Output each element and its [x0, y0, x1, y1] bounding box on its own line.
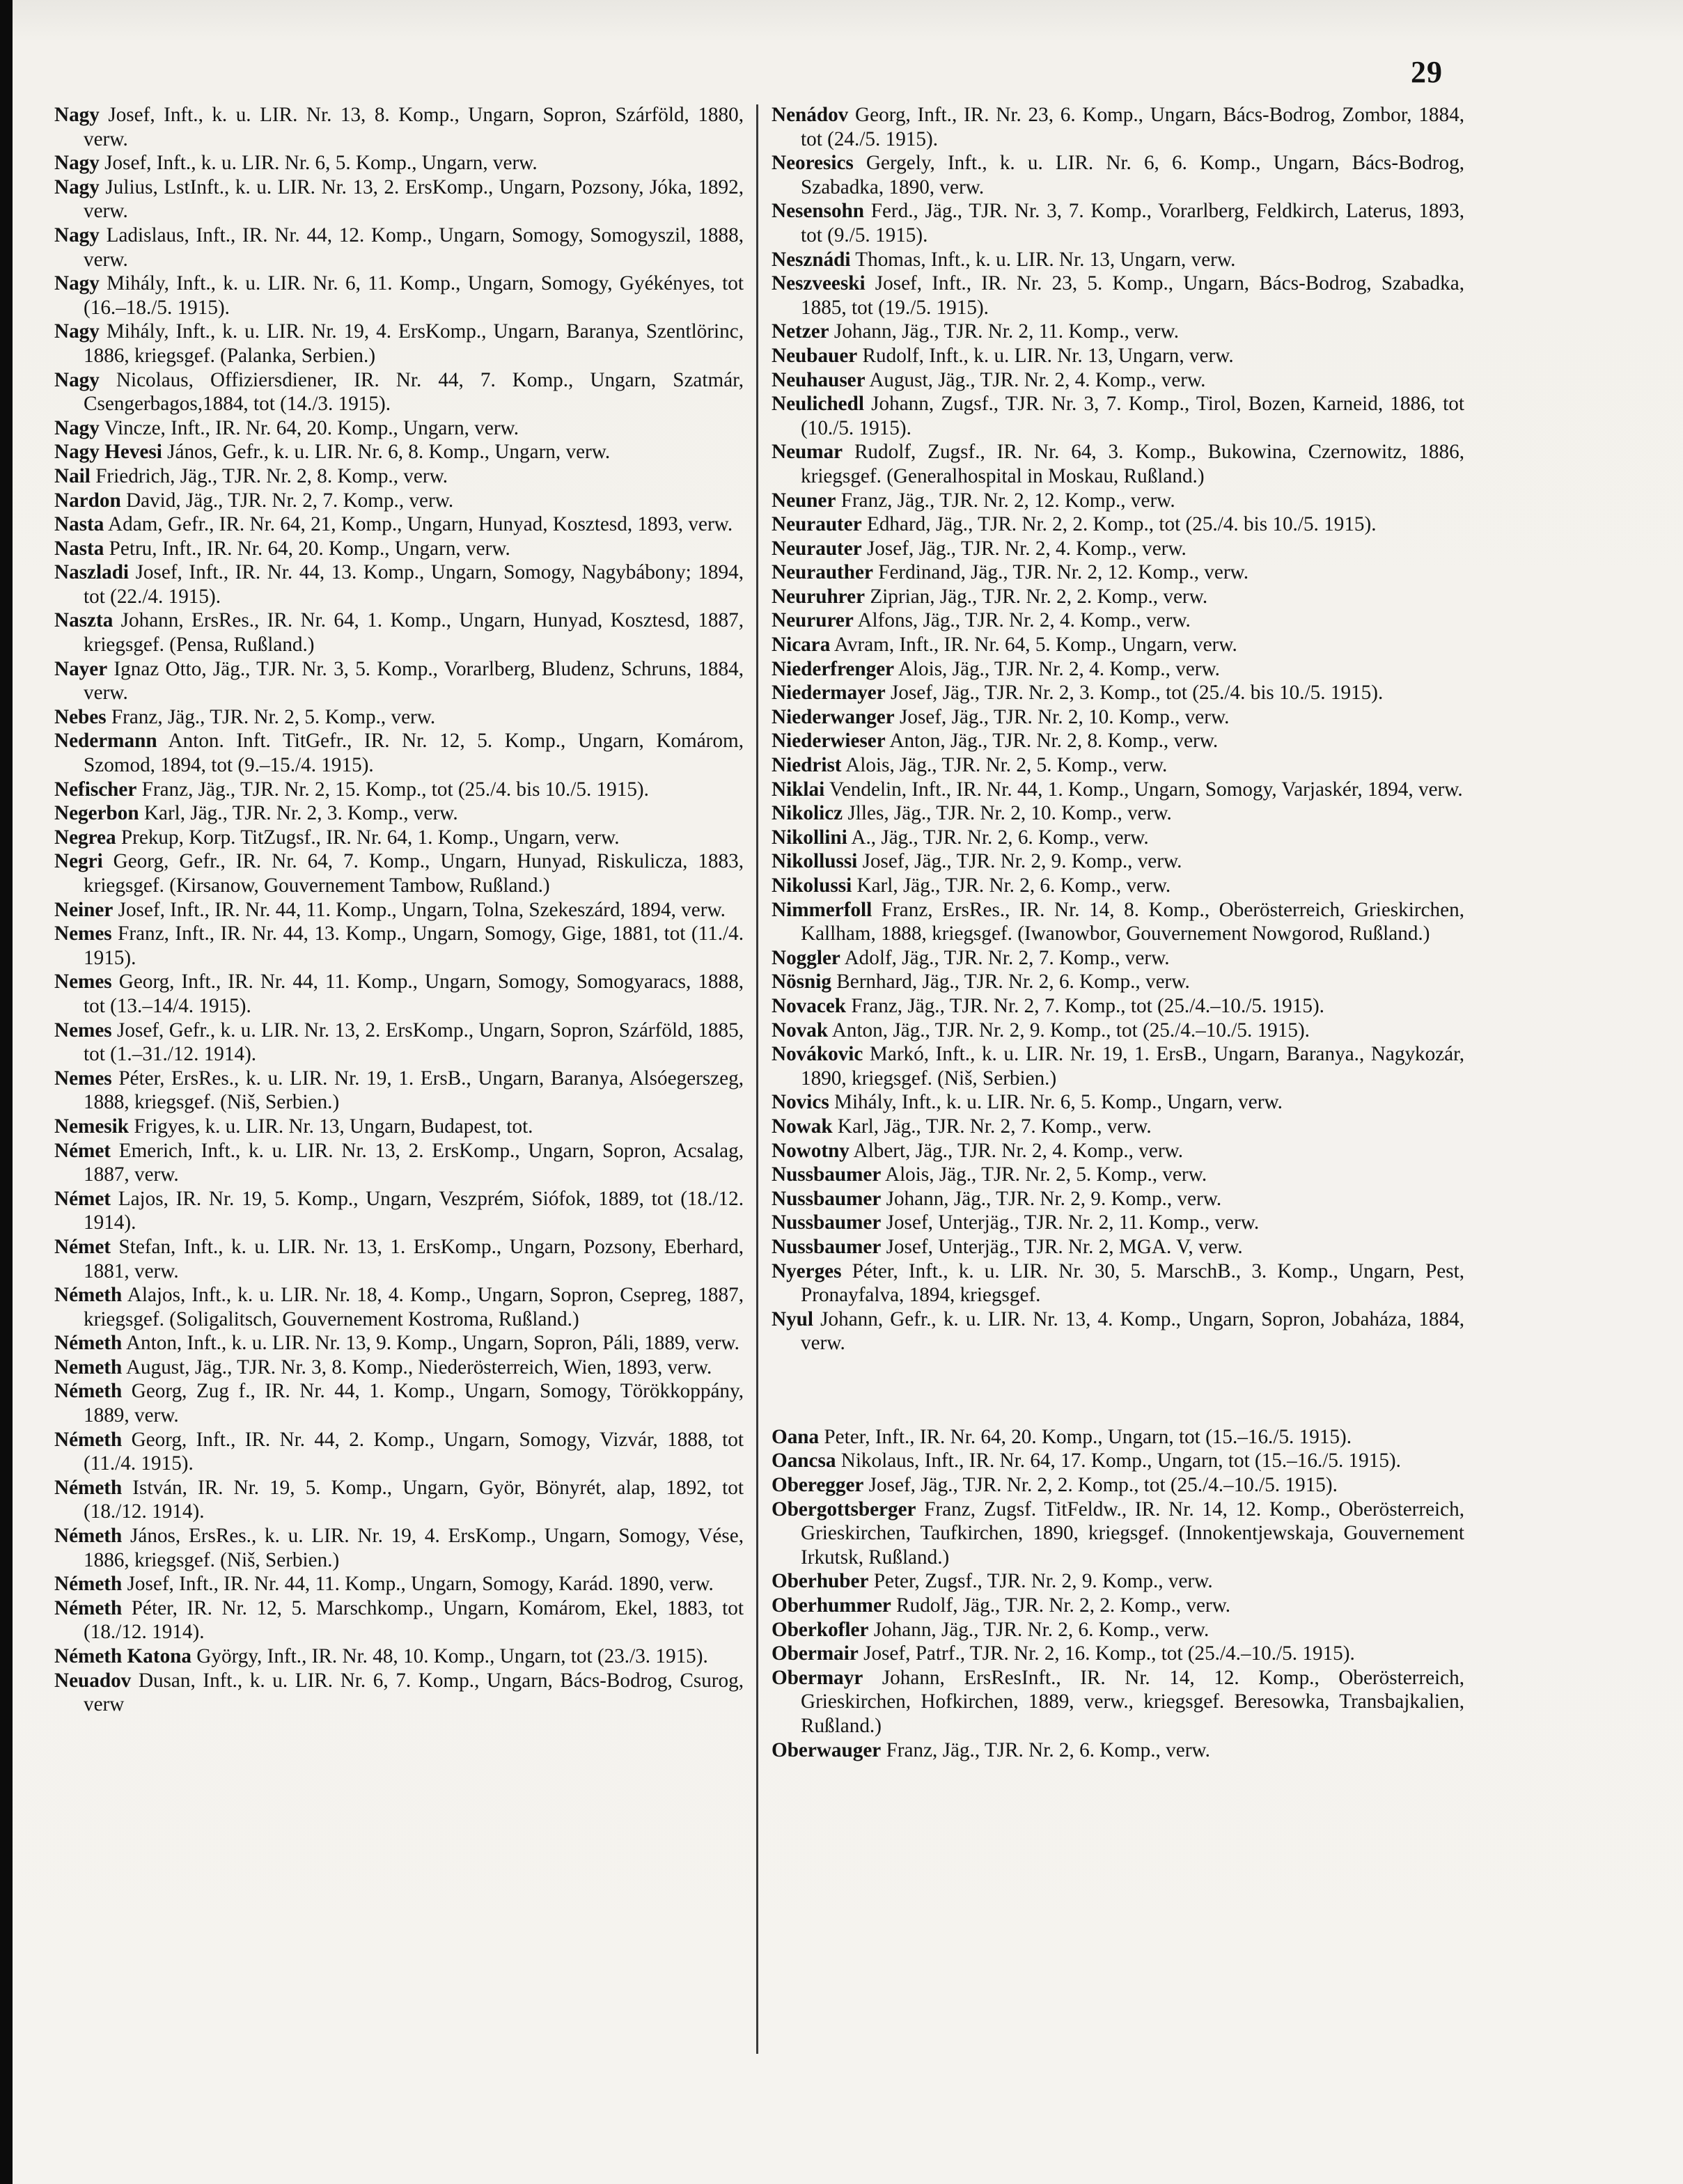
list-entry — [772, 1425, 1464, 1450]
list-entry — [54, 489, 744, 513]
right-column — [772, 103, 1464, 1762]
entry-details: Franz, Zugsf. TitFeldw., IR. Nr. 14, 12. Komp., Oberösterreich, Grieskirchen, Taufkirchen, 1890, kriegsgef. (Innokentjewskaja, Gouvernement Irkutsk, Rußland.) — [801, 1498, 1464, 1569]
list-entry — [772, 753, 1464, 778]
entry-surname: Nagy — [54, 223, 100, 246]
entry-surname: Neumar — [772, 441, 843, 464]
entry-surname: Oancsa — [772, 1450, 836, 1472]
entry-surname: Nenádov — [772, 104, 849, 126]
entry-surname: Negri — [54, 850, 103, 873]
entry-details: Karl, Jäg., TJR. Nr. 2, 6. Komp., verw. — [852, 874, 1171, 897]
entry-details: Anton, Jäg., TJR. Nr. 2, 9. Komp., tot (25./4.–10./5. 1915). — [828, 1019, 1310, 1042]
list-entry — [54, 1067, 744, 1115]
list-entry — [772, 1498, 1464, 1570]
entry-surname: Neoresics — [772, 152, 854, 175]
entry-surname: Nikollussi — [772, 850, 858, 873]
entry-details: Johann, Jäg., TJR. Nr. 2, 11. Komp., verw. — [829, 320, 1179, 343]
entry-surname: Neururer — [772, 609, 854, 632]
entry-surname: Neubauer — [772, 344, 858, 367]
entry-surname: Novak — [772, 1019, 829, 1042]
list-entry — [54, 1669, 744, 1717]
entry-surname: Neurauter — [772, 513, 862, 536]
list-entry — [772, 537, 1464, 561]
entry-details: Edhard, Jäg., TJR. Nr. 2, 2. Komp., tot (25./4. bis 10./5. 1915). — [861, 513, 1377, 536]
entry-surname: Niederwieser — [772, 730, 886, 753]
list-entry — [54, 1596, 744, 1644]
entry-details: Franz, Jäg., TJR. Nr. 2, 15. Komp., tot (25./4. bis 10./5. 1915). — [136, 778, 649, 801]
entry-surname: Niederfrenger — [772, 657, 895, 680]
entry-surname: Németh Katona — [54, 1645, 191, 1667]
entry-details: György, Inft., IR. Nr. 48, 10. Komp., Ungarn, tot (23./3. 1915). — [191, 1645, 708, 1667]
entry-surname: Nefischer — [54, 778, 137, 801]
entry-details: Josef, Unterjäg., TJR. Nr. 2, 11. Komp., verw. — [881, 1211, 1260, 1234]
entry-surname: Nebes — [54, 705, 107, 728]
list-entry — [772, 1666, 1464, 1738]
entry-details: Avram, Inft., IR. Nr. 64, 5. Komp., Ungarn, verw. — [830, 634, 1237, 657]
page-number: 29 — [1411, 55, 1443, 89]
entry-details: Alois, Jäg., TJR. Nr. 2, 4. Komp., verw. — [894, 657, 1220, 680]
entry-surname: Nikolussi — [772, 874, 852, 897]
list-entry — [772, 1473, 1464, 1498]
list-entry — [772, 1642, 1464, 1666]
list-entry — [54, 320, 744, 368]
entry-surname: Nasta — [54, 513, 104, 536]
left-column — [54, 103, 744, 1717]
entry-details: Karl, Jäg., TJR. Nr. 2, 3. Komp., verw. — [139, 802, 458, 825]
entry-details: Lajos, IR. Nr. 19, 5. Komp., Ungarn, Veszprém, Siófok, 1889, tot (18./12. 1914). — [84, 1187, 744, 1234]
entry-details: Péter, Inft., k. u. LIR. Nr. 30, 5. MarschB., 3. Komp., Ungarn, Pest, Pronayfalva, 1894, kriegsgef. — [801, 1259, 1464, 1307]
list-entry — [54, 440, 744, 464]
list-entry — [54, 1115, 744, 1139]
entry-details: János, ErsRes., k. u. LIR. Nr. 19, 4. ErsKomp., Ungarn, Somogy, Vése, 1886, kriegsgef. (Niš, Serbien.) — [84, 1525, 744, 1571]
entry-details: Bernhard, Jäg., TJR. Nr. 2, 6. Komp., verw. — [831, 971, 1190, 993]
list-entry — [54, 368, 744, 416]
entry-surname: Nemeth — [54, 1356, 123, 1378]
list-entry — [772, 272, 1464, 320]
list-entry — [772, 1259, 1464, 1307]
entry-surname: Nagy — [54, 416, 100, 439]
list-entry — [772, 151, 1464, 199]
entry-surname: Obermayr — [772, 1666, 863, 1689]
entry-details: Josef, Patrf., TJR. Nr. 2, 16. Komp., tot (25./4.–10./5. 1915). — [858, 1642, 1355, 1665]
list-entry — [772, 1187, 1464, 1211]
entry-details: Josef, Inft., k. u. LIR. Nr. 13, 8. Komp., Ungarn, Sopron, Szárföld, 1880, verw. — [84, 104, 744, 150]
list-entry — [772, 103, 1464, 151]
entry-surname: Oberwauger — [772, 1738, 882, 1761]
list-entry — [772, 344, 1464, 368]
list-entry — [54, 1331, 744, 1356]
entry-surname: Nussbaumer — [772, 1235, 882, 1258]
entry-details: Ferd., Jäg., TJR. Nr. 3, 7. Komp., Vorarlberg, Feldkirch, Laterus, 1893, tot (9./5. 1915). — [801, 200, 1464, 246]
list-entry — [54, 1379, 744, 1427]
entry-details: Anton, Jäg., TJR. Nr. 2, 8. Komp., verw. — [885, 730, 1219, 753]
list-entry — [54, 849, 744, 897]
entry-details: Ignaz Otto, Jäg., TJR. Nr. 3, 5. Komp., Vorarlberg, Bludenz, Schruns, 1884, verw. — [84, 657, 744, 705]
entry-details: Johann, Zugsf., TJR. Nr. 3, 7. Komp., Tirol, Bozen, Karneid, 1886, tot (10./5. 1915). — [801, 393, 1464, 439]
list-entry — [54, 657, 744, 705]
list-entry — [54, 416, 744, 441]
entry-details: Anton, Inft., k. u. LIR. Nr. 13, 9. Komp., Ungarn, Sopron, Páli, 1889, verw. — [122, 1332, 739, 1355]
entry-details: Josef, Unterjäg., TJR. Nr. 2, MGA. V, verw. — [881, 1235, 1243, 1258]
entry-details: Johann, Gefr., k. u. LIR. Nr. 13, 4. Komp., Ungarn, Sopron, Jobaháza, 1884, verw. — [801, 1307, 1464, 1355]
entry-surname: Nösnig — [772, 971, 831, 993]
entry-details: Jlles, Jäg., TJR. Nr. 2, 10. Komp., verw. — [843, 802, 1172, 825]
entry-details: Péter, ErsRes., k. u. LIR. Nr. 19, 1. ErsB., Ungarn, Baranya, Alsóegerszeg, 1888, kriegsgef. (Niš, Serbien.) — [84, 1067, 744, 1114]
entry-surname: Német — [54, 1139, 111, 1162]
entry-surname: Nimmerfoll — [772, 898, 872, 921]
list-entry — [772, 778, 1464, 802]
list-entry — [772, 1618, 1464, 1642]
entry-surname: Németh — [54, 1596, 123, 1619]
entry-details: Petru, Inft., IR. Nr. 64, 20. Komp., Ungarn, verw. — [104, 537, 510, 560]
list-entry — [772, 1569, 1464, 1594]
entry-surname: Neszveeski — [772, 272, 866, 295]
entry-surname: Niedermayer — [772, 682, 886, 705]
scan-border — [0, 0, 13, 2184]
entry-surname: Neurauther — [772, 561, 873, 584]
entry-details: Johann, Jäg., TJR. Nr. 2, 9. Komp., verw. — [881, 1187, 1222, 1210]
entry-details: Ferdinand, Jäg., TJR. Nr. 2, 12. Komp., verw. — [872, 561, 1249, 584]
entry-surname: Netzer — [772, 320, 829, 343]
list-entry — [54, 1235, 744, 1283]
entry-surname: Neiner — [54, 898, 113, 921]
entry-details: Josef, Inft., k. u. LIR. Nr. 6, 5. Komp., Ungarn, verw. — [99, 152, 538, 175]
entry-details: Vendelin, Inft., IR. Nr. 44, 1. Komp., Ungarn, Somogy, Varjaskér, 1894, verw. — [824, 778, 1463, 801]
entry-surname: Nagy Hevesi — [54, 441, 162, 464]
list-entry — [54, 537, 744, 561]
list-entry — [772, 705, 1464, 730]
entry-surname: Német — [54, 1187, 111, 1210]
list-entry — [772, 368, 1464, 393]
list-entry — [54, 1139, 744, 1187]
entry-details: Josef, Inft., IR. Nr. 44, 11. Komp., Ungarn, Tolna, Szekeszárd, 1894, verw. — [113, 898, 726, 921]
entry-surname: Nesznádi — [772, 248, 851, 271]
entry-details: Josef, Jäg., TJR. Nr. 2, 9. Komp., verw. — [857, 850, 1182, 873]
entry-surname: Obergottsberger — [772, 1498, 916, 1521]
list-entry — [772, 1738, 1464, 1763]
entry-surname: Nagy — [54, 175, 100, 198]
list-entry — [772, 994, 1464, 1019]
list-entry — [772, 1449, 1464, 1473]
entry-details: Ladislaus, Inft., IR. Nr. 44, 12. Komp., Ungarn, Somogy, Somogyszil, 1888, verw. — [84, 223, 744, 271]
entry-details: Alfons, Jäg., TJR. Nr. 2, 4. Komp., verw. — [853, 609, 1191, 632]
entry-surname: Negerbon — [54, 802, 139, 825]
entry-details: Georg, Zug f., IR. Nr. 44, 1. Komp., Ungarn, Somogy, Törökkoppány, 1889, verw. — [84, 1380, 744, 1427]
entry-details: Josef, Jäg., TJR. Nr. 2, 4. Komp., verw. — [861, 537, 1187, 560]
list-entry — [54, 1428, 744, 1476]
entry-details: Dusan, Inft., k. u. LIR. Nr. 6, 7. Komp., Ungarn, Bács-Bodrog, Csurog, verw — [84, 1669, 744, 1716]
list-entry — [54, 464, 744, 489]
entry-surname: Nemes — [54, 922, 112, 945]
entry-details: Friedrich, Jäg., TJR. Nr. 2, 8. Komp., verw. — [90, 464, 448, 487]
entry-details: Franz, Inft., IR. Nr. 44, 13. Komp., Ungarn, Somogy, Gige, 1881, tot (11./4. 1915). — [84, 922, 744, 969]
list-entry — [772, 849, 1464, 874]
entry-surname: Német — [54, 1235, 111, 1258]
entry-details: Vincze, Inft., IR. Nr. 64, 20. Komp., Ungarn, verw. — [99, 416, 519, 439]
list-entry — [772, 729, 1464, 753]
list-entry — [772, 826, 1464, 850]
list-entry — [772, 608, 1464, 633]
entry-details: Josef, Inft., IR. Nr. 23, 5. Komp., Ungarn, Bács-Bodrog, Szabadka, 1885, tot (19./5. 1915). — [801, 272, 1464, 319]
entry-details: Adam, Gefr., IR. Nr. 64, 21, Komp., Ungarn, Hunyad, Kosztesd, 1893, verw. — [104, 513, 733, 536]
entry-surname: Obermair — [772, 1642, 859, 1665]
entry-details: August, Jäg., TJR. Nr. 3, 8. Komp., Niederösterreich, Wien, 1893, verw. — [122, 1356, 712, 1378]
entry-surname: Niedrist — [772, 754, 842, 777]
list-entry — [54, 1019, 744, 1067]
entry-surname: Novics — [772, 1091, 829, 1114]
entry-details: A., Jäg., TJR. Nr. 2, 6. Komp., verw. — [847, 826, 1149, 849]
entry-details: Nicolaus, Offiziersdiener, IR. Nr. 44, 7. Komp., Ungarn, Szatmár, Csengerbagos,1884, tot (14./3. 1915). — [84, 368, 744, 416]
entry-surname: Oberkofler — [772, 1618, 869, 1641]
list-entry — [54, 1476, 744, 1524]
list-entry — [772, 489, 1464, 513]
entry-details: Alois, Jäg., TJR. Nr. 2, 5. Komp., verw. — [841, 754, 1168, 777]
list-entry — [54, 1524, 744, 1572]
entry-surname: Nail — [54, 464, 91, 487]
entry-details: Markó, Inft., k. u. LIR. Nr. 19, 1. ErsB., Ungarn, Baranya., Nagykozár, 1890, kriegsgef. (Niš, Serbien.) — [801, 1043, 1464, 1090]
entry-details: István, IR. Nr. 19, 5. Komp., Ungarn, Györ, Bönyrét, alap, 1892, tot (18./12. 1914). — [84, 1476, 744, 1523]
entry-surname: Németh — [54, 1284, 123, 1307]
entry-surname: Nyul — [772, 1307, 814, 1330]
entry-details: Johann, ErsRes., IR. Nr. 64, 1. Komp., Ungarn, Hunyad, Kosztesd, 1887, kriegsgef. (Pensa, Rußland.) — [84, 609, 744, 657]
list-entry — [772, 1139, 1464, 1163]
entry-details: Thomas, Inft., k. u. LIR. Nr. 13, Ungarn, verw. — [850, 248, 1236, 271]
list-entry — [772, 874, 1464, 898]
list-entry — [54, 560, 744, 608]
list-entry — [772, 970, 1464, 994]
entry-surname: Niederwanger — [772, 705, 895, 728]
list-entry — [772, 1115, 1464, 1139]
entry-surname: Nagy — [54, 152, 100, 175]
entry-details: Péter, IR. Nr. 12, 5. Marschkomp., Ungarn, Komárom, Ekel, 1883, tot (18./12. 1914). — [84, 1596, 744, 1644]
entry-details: Georg, Inft., IR. Nr. 44, 2. Komp., Ungarn, Somogy, Vizvár, 1888, tot (11./4. 1915). — [84, 1428, 744, 1475]
entry-surname: Nikollini — [772, 826, 847, 849]
entry-details: Josef, Jäg., TJR. Nr. 2, 10. Komp., verw. — [894, 705, 1230, 728]
entry-surname: Novacek — [772, 994, 847, 1017]
list-entry — [54, 1644, 744, 1669]
list-entry — [54, 778, 744, 802]
entry-details: Stefan, Inft., k. u. LIR. Nr. 13, 1. ErsKomp., Ungarn, Pozsony, Eberhard, 1881, verw. — [84, 1235, 744, 1282]
entry-details: Alois, Jäg., TJR. Nr. 2, 5. Komp., verw. — [881, 1163, 1207, 1186]
entry-details: Josef, Inft., IR. Nr. 44, 13. Komp., Ungarn, Somogy, Nagybábony; 1894, tot (22./4. 1915). — [84, 561, 744, 608]
entry-details: Georg, Gefr., IR. Nr. 64, 7. Komp., Ungarn, Hunyad, Riskulicza, 1883, kriegsgef. (Kirsanow, Gouvernement Tambow, Rußland.) — [84, 850, 744, 897]
entry-details: Adolf, Jäg., TJR. Nr. 2, 7. Komp., verw. — [840, 946, 1170, 969]
entry-surname: Oberhummer — [772, 1594, 891, 1617]
entry-surname: Nemes — [54, 1067, 112, 1090]
entry-surname: Oberhuber — [772, 1570, 869, 1593]
list-entry — [54, 1187, 744, 1235]
entry-surname: Nemes — [54, 1019, 112, 1042]
section-gap — [772, 1356, 1464, 1425]
entry-details: Albert, Jäg., TJR. Nr. 2, 4. Komp., verw. — [849, 1139, 1184, 1162]
list-entry — [54, 103, 744, 151]
entry-details: Karl, Jäg., TJR. Nr. 2, 7. Komp., verw. — [832, 1115, 1152, 1138]
entry-details: Nikolaus, Inft., IR. Nr. 64, 17. Komp., Ungarn, tot (15.–16./5. 1915). — [836, 1450, 1401, 1472]
list-entry — [54, 705, 744, 730]
column-divider — [756, 104, 758, 2054]
entry-surname: Nayer — [54, 657, 108, 680]
list-entry — [772, 512, 1464, 537]
list-entry — [772, 657, 1464, 682]
entry-details: Rudolf, Jäg., TJR. Nr. 2, 2. Komp., verw. — [891, 1594, 1231, 1617]
list-entry — [54, 801, 744, 826]
entry-surname: Novákovic — [772, 1043, 863, 1066]
entry-surname: Nasta — [54, 537, 104, 560]
entry-details: Frigyes, k. u. LIR. Nr. 13, Ungarn, Budapest, tot. — [129, 1115, 533, 1138]
list-entry — [54, 922, 744, 970]
entry-surname: Nikolicz — [772, 802, 843, 825]
list-entry — [772, 440, 1464, 488]
entry-surname: Nagy — [54, 104, 100, 126]
list-entry — [772, 1019, 1464, 1043]
list-entry — [772, 199, 1464, 247]
list-entry — [772, 392, 1464, 440]
entry-surname: Németh — [54, 1573, 123, 1596]
entry-details: Franz, Jäg., TJR. Nr. 2, 5. Komp., verw. — [106, 705, 436, 728]
entry-surname: Nussbaumer — [772, 1187, 882, 1210]
entry-surname: Neurauter — [772, 537, 862, 560]
list-entry — [54, 608, 744, 657]
entry-surname: Németh — [54, 1476, 123, 1499]
entry-surname: Nemesik — [54, 1115, 130, 1138]
entry-surname: Nardon — [54, 489, 121, 512]
entry-surname: Naszta — [54, 609, 113, 632]
entry-details: Rudolf, Inft., k. u. LIR. Nr. 13, Ungarn, verw. — [857, 344, 1234, 367]
list-entry — [772, 946, 1464, 971]
entry-details: Mihály, Inft., k. u. LIR. Nr. 6, 5. Komp., Ungarn, verw. — [829, 1091, 1283, 1114]
entry-details: Franz, ErsRes., IR. Nr. 14, 8. Komp., Oberösterreich, Grieskirchen, Kallham, 1888, kriegsgef. (Iwanowbor, Gouvernement Nowgorod, Rußland.) — [801, 898, 1464, 945]
entry-details: Franz, Jäg., TJR. Nr. 2, 6. Komp., verw. — [881, 1738, 1210, 1761]
entry-details: Josef, Jäg., TJR. Nr. 2, 2. Komp., tot (25./4.–10./5. 1915). — [863, 1474, 1338, 1497]
entry-surname: Oana — [772, 1425, 820, 1448]
entry-surname: Nyerges — [772, 1259, 842, 1282]
entry-details: Peter, Zugsf., TJR. Nr. 2, 9. Komp., verw. — [868, 1570, 1213, 1593]
entry-details: Rudolf, Zugsf., IR. Nr. 64, 3. Komp., Bukowina, Czernowitz, 1886, kriegsgef. (Generalhospital in Moskau, Rußland.) — [801, 441, 1464, 487]
list-entry — [54, 512, 744, 537]
entry-surname: Niklai — [772, 778, 825, 801]
entry-surname: Neuner — [772, 489, 836, 512]
entry-surname: Nicara — [772, 634, 831, 657]
entry-surname: Neuadov — [54, 1669, 132, 1692]
entry-surname: Nagy — [54, 272, 100, 295]
entry-details: Johann, Jäg., TJR. Nr. 2, 6. Komp., verw. — [868, 1618, 1210, 1641]
entry-details: Ziprian, Jäg., TJR. Nr. 2, 2. Komp., verw. — [865, 585, 1208, 608]
entry-details: Josef, Jäg., TJR. Nr. 2, 3. Komp., tot (25./4. bis 10./5. 1915). — [885, 682, 1384, 705]
list-entry — [772, 898, 1464, 946]
entry-details: Alajos, Inft., k. u. LIR. Nr. 18, 4. Komp., Ungarn, Sopron, Csepreg, 1887, kriegsgef. (Soligalitsch, Gouvernement Kostroma, Rußland.) — [84, 1284, 744, 1330]
list-entry — [772, 585, 1464, 609]
list-entry — [772, 1307, 1464, 1356]
list-entry — [772, 320, 1464, 344]
list-entry — [54, 1283, 744, 1331]
list-entry — [772, 1235, 1464, 1259]
entry-details: Franz, Jäg., TJR. Nr. 2, 12. Komp., verw. — [836, 489, 1175, 512]
entry-surname: Oberegger — [772, 1474, 864, 1497]
entry-details: Georg, Inft., IR. Nr. 23, 6. Komp., Ungarn, Bács-Bodrog, Zombor, 1884, tot (24./5. 1915). — [801, 104, 1464, 150]
list-entry — [54, 272, 744, 320]
entry-details: August, Jäg., TJR. Nr. 2, 4. Komp., verw. — [865, 368, 1206, 391]
list-entry — [54, 1572, 744, 1596]
entry-details: Anton. Inft. TitGefr., IR. Nr. 12, 5. Komp., Ungarn, Komárom, Szomod, 1894, tot (9.–15./4. 1915). — [84, 730, 744, 777]
entry-details: Prekup, Korp. TitZugsf., IR. Nr. 64, 1. Komp., Ungarn, verw. — [116, 826, 620, 849]
entry-surname: Nedermann — [54, 730, 157, 753]
list-entry — [772, 1594, 1464, 1618]
entry-surname: Neulichedl — [772, 393, 864, 416]
entry-details: János, Gefr., k. u. LIR. Nr. 6, 8. Komp., Ungarn, verw. — [162, 441, 611, 464]
entry-details: Josef, Inft., IR. Nr. 44, 11. Komp., Ungarn, Somogy, Karád. 1890, verw. — [122, 1573, 714, 1596]
entry-details: Johann, ErsResInft., IR. Nr. 14, 12. Komp., Oberösterreich, Grieskirchen, Hofkirchen, 1889, verw., kriegsgef. Beresowka, Transbajkalien, Rußland.) — [801, 1666, 1464, 1737]
entry-surname: Nussbaumer — [772, 1163, 882, 1186]
list-entry — [772, 681, 1464, 705]
list-entry — [772, 1090, 1464, 1115]
entry-surname: Nemes — [54, 971, 112, 993]
list-entry — [54, 1356, 744, 1380]
list-entry — [772, 633, 1464, 657]
entry-surname: Neuhauser — [772, 368, 866, 391]
entry-details: David, Jäg., TJR. Nr. 2, 7. Komp., verw. — [120, 489, 454, 512]
entry-surname: Németh — [54, 1525, 123, 1548]
list-entry — [54, 223, 744, 272]
list-entry — [54, 970, 744, 1018]
entry-surname: Negrea — [54, 826, 116, 849]
entry-surname: Nussbaumer — [772, 1211, 882, 1234]
list-entry — [54, 175, 744, 223]
list-entry — [772, 248, 1464, 272]
entry-surname: Noggler — [772, 946, 840, 969]
entry-details: Mihály, Inft., k. u. LIR. Nr. 19, 4. ErsKomp., Ungarn, Baranya, Szentlörinc, 1886, kriegsgef. (Palanka, Serbien.) — [84, 320, 744, 367]
entry-surname: Németh — [54, 1428, 123, 1451]
entry-surname: Neuruhrer — [772, 585, 866, 608]
entry-details: Emerich, Inft., k. u. LIR. Nr. 13, 2. ErsKomp., Ungarn, Sopron, Acsalag, 1887, verw. — [84, 1139, 744, 1186]
list-entry — [54, 151, 744, 175]
entry-details: Gergely, Inft., k. u. LIR. Nr. 6, 6. Komp., Ungarn, Bács-Bodrog, Szabadka, 1890, verw. — [801, 152, 1464, 198]
entry-surname: Naszladi — [54, 561, 130, 584]
entry-details: Josef, Gefr., k. u. LIR. Nr. 13, 2. ErsKomp., Ungarn, Sopron, Szárföld, 1885, tot (1.–31./12. 1914). — [84, 1019, 744, 1066]
entry-surname: Nesensohn — [772, 200, 864, 223]
list-entry — [772, 1211, 1464, 1235]
entry-surname: Németh — [54, 1380, 123, 1403]
list-entry — [772, 1163, 1464, 1187]
list-entry — [54, 729, 744, 777]
entry-surname: Nowotny — [772, 1139, 850, 1162]
entry-surname: Nagy — [54, 368, 100, 391]
entry-surname: Németh — [54, 1332, 123, 1355]
entry-details: Franz, Jäg., TJR. Nr. 2, 7. Komp., tot (25./4.–10./5. 1915). — [846, 994, 1324, 1017]
entry-details: Mihály, Inft., k. u. LIR. Nr. 6, 11. Komp., Ungarn, Somogy, Gyékényes, tot (16.–18./5. 1915). — [84, 272, 744, 319]
list-entry — [772, 1042, 1464, 1090]
entry-details: Georg, Inft., IR. Nr. 44, 11. Komp., Ungarn, Somogy, Somogyaracs, 1888, tot (13.–14/4. 1915). — [84, 971, 744, 1017]
entry-details: Peter, Inft., IR. Nr. 64, 20. Komp., Ungarn, tot (15.–16./5. 1915). — [819, 1425, 1352, 1448]
list-entry — [772, 801, 1464, 826]
entry-surname: Nowak — [772, 1115, 833, 1138]
entry-details: Julius, LstInft., k. u. LIR. Nr. 13, 2. ErsKomp., Ungarn, Pozsony, Jóka, 1892, verw. — [84, 175, 744, 223]
list-entry — [54, 826, 744, 850]
entry-surname: Nagy — [54, 320, 100, 343]
list-entry — [772, 560, 1464, 585]
list-entry — [54, 898, 744, 922]
